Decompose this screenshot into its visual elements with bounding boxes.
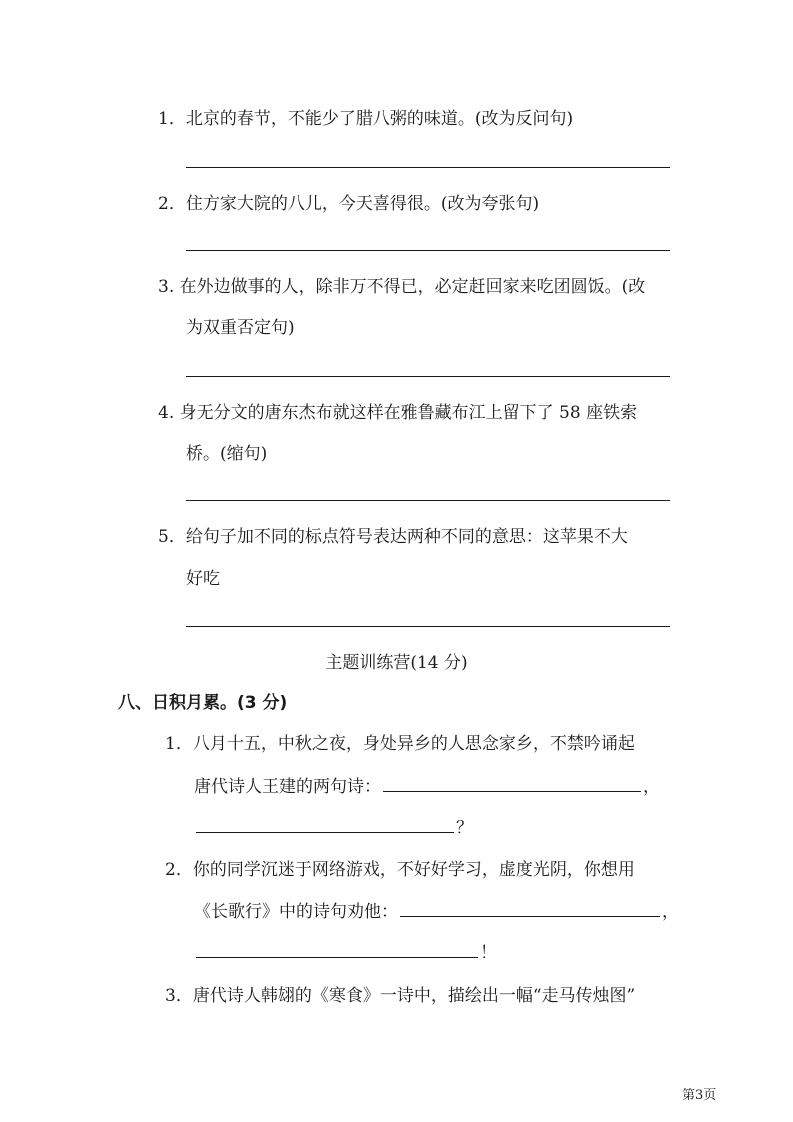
question-5-continuation: 好吃	[186, 569, 220, 589]
poem-question-1-line2	[194, 772, 660, 797]
blank-punctuation: ，	[662, 902, 679, 922]
poem-question-2-line2	[194, 897, 679, 922]
answer-line-4[interactable]	[186, 500, 670, 501]
answer-line-5[interactable]	[186, 626, 670, 627]
question-number: 1．	[158, 109, 186, 129]
section-title: 主题训练营(14 分)	[325, 653, 468, 673]
question-text-line1: 唐代诗人韩翃的《寒食》一诗中，描绘出一幅“走马传烛图”	[192, 986, 636, 1006]
answer-line-2[interactable]	[186, 250, 670, 251]
question-text-line2: 《长歌行》中的诗句劝他：	[194, 902, 398, 922]
question-text-line1: 身无分文的唐东杰布就这样在雅鲁藏布江上留下了 58 座铁索	[179, 403, 638, 423]
part-heading: 八、日积月累。(3 分)	[118, 693, 288, 713]
question-number: 5．	[158, 527, 186, 547]
question-5	[158, 522, 628, 547]
question-number: 2．	[165, 860, 193, 880]
question-text: 住方家大院的八儿，今天喜得很。(改为夸张句)	[185, 194, 540, 214]
question-text-line2: 唐代诗人王建的两句诗：	[194, 777, 381, 797]
question-text-line1: 给句子加不同的标点符号表达两种不同的意思：这苹果不大	[185, 527, 628, 547]
blank-punctuation: ，	[643, 777, 660, 797]
question-4	[158, 398, 637, 423]
answer-line-1[interactable]	[186, 167, 670, 168]
blank-punctuation: ！	[480, 943, 497, 963]
question-4-continuation: 桥。(缩句)	[186, 444, 268, 464]
question-1	[158, 104, 573, 129]
question-text: 北京的春节，不能少了腊八粥的味道。(改为反问句)	[185, 109, 574, 129]
question-3	[158, 272, 645, 297]
question-number: 4.	[158, 403, 175, 423]
question-number: 2．	[158, 194, 186, 214]
poem-question-2	[165, 855, 635, 880]
question-text-line1: 你的同学沉迷于网络游戏，不好好学习，虚度光阴，你想用	[192, 860, 635, 880]
question-3-continuation: 为双重否定句)	[186, 318, 295, 338]
answer-line-3[interactable]	[186, 376, 670, 377]
fill-blank[interactable]	[400, 898, 660, 917]
question-number: 3.	[158, 277, 175, 297]
question-text-line1: 八月十五，中秋之夜，身处异乡的人思念家乡，不禁吟诵起	[192, 734, 635, 754]
fill-blank[interactable]	[383, 773, 641, 792]
poem-question-3	[165, 981, 635, 1006]
poem-question-1-line3	[194, 813, 473, 838]
blank-punctuation: ？	[456, 818, 473, 838]
question-text-line1: 在外边做事的人，除非万不得已，必定赶回家来吃团圆饭。(改	[179, 277, 646, 297]
poem-question-1	[165, 729, 635, 754]
page-number: 第3页	[682, 1088, 717, 1103]
question-number: 1．	[165, 734, 193, 754]
question-2	[158, 189, 539, 214]
fill-blank[interactable]	[196, 814, 454, 833]
question-number: 3．	[165, 986, 193, 1006]
fill-blank[interactable]	[196, 939, 478, 958]
poem-question-2-line3	[194, 938, 497, 963]
